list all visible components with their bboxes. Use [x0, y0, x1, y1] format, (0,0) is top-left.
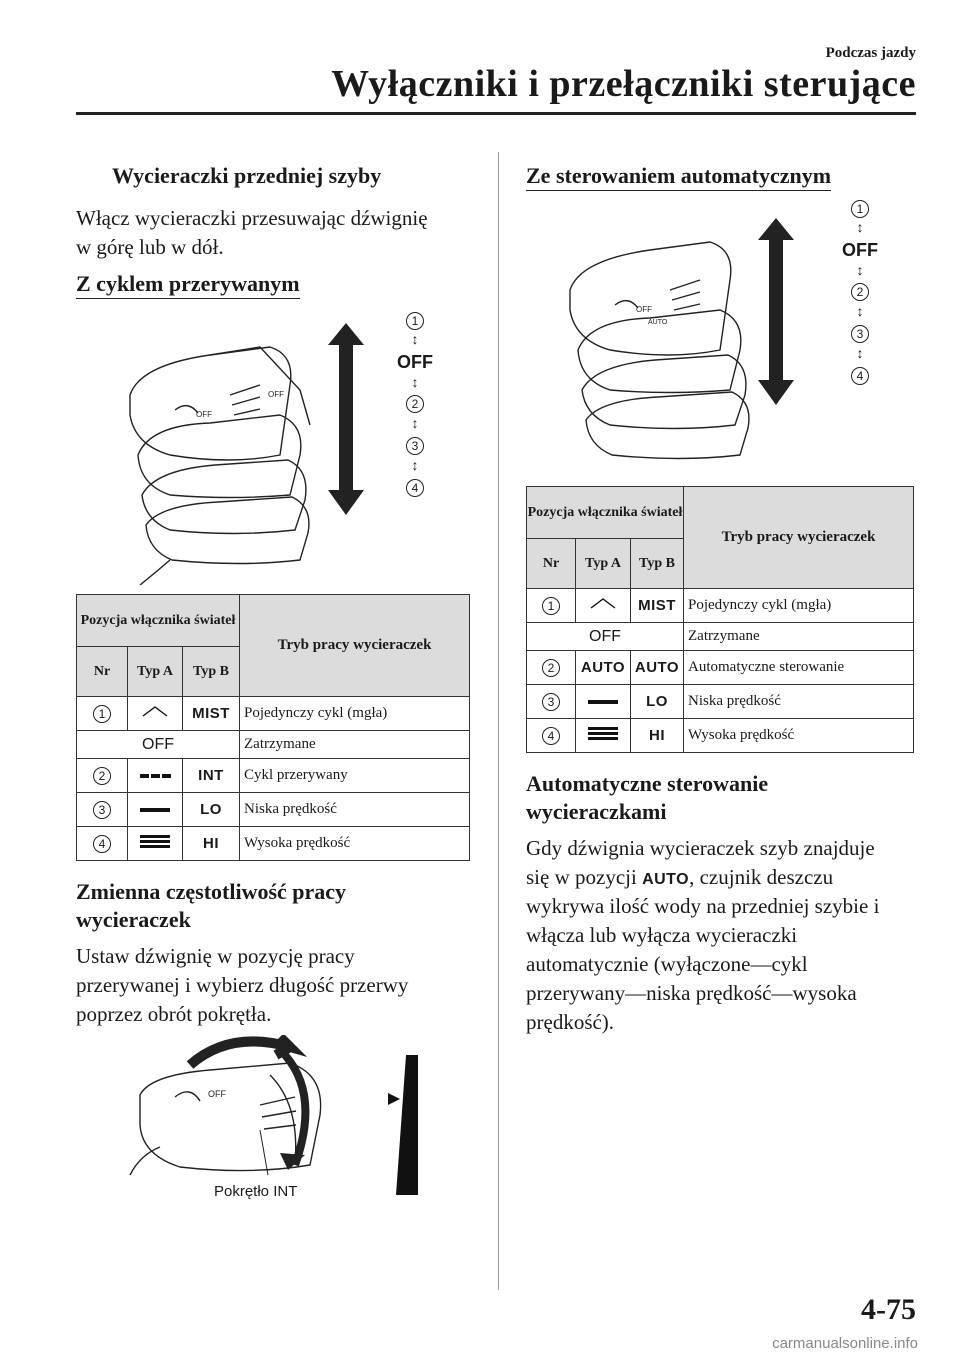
intermittent-table	[76, 594, 470, 861]
pos-4-marker: 4	[851, 367, 869, 385]
svg-text:OFF: OFF	[196, 410, 212, 419]
svg-text:AUTO: AUTO	[648, 319, 668, 326]
auto-text-2: się w pozycji AUTO, czujnik deszczu	[526, 865, 834, 889]
pos-1-marker: 1	[851, 200, 869, 218]
freq-text-3: poprzez obrót pokrętła.	[76, 1002, 272, 1026]
freq-heading-1: Zmienna częstotliwość pracy	[76, 879, 347, 904]
int-knob-label: Pokrętło INT	[214, 1183, 298, 1200]
pos-2-marker: 2	[851, 283, 869, 301]
table-row: 2 AUTO AUTO Automatyczne sterowanie	[527, 651, 914, 685]
left-diagram-labels	[395, 312, 435, 497]
header-position: Pozycja włącznika świateł	[527, 487, 684, 539]
intro-line-2: w górę lub w dół.	[76, 235, 224, 259]
int-knob-illustration	[120, 1035, 450, 1195]
wiper-heading: Wycieraczki przedniej szyby	[112, 163, 382, 188]
header-type-b: Typ B	[183, 647, 240, 697]
auto-text-7: prędkość).	[526, 1010, 615, 1034]
arrow-updown-icon: ↕	[411, 376, 419, 391]
auto-heading-2: wycieraczkami	[526, 799, 667, 824]
freq-heading-2: wycieraczek	[76, 907, 191, 932]
table-row: 3 LO Niska prędkość	[527, 685, 914, 719]
table-row: 2 INT Cykl przerywany	[77, 759, 470, 793]
table-row: OFF Zatrzymane	[77, 731, 470, 759]
arrow-updown-icon: ↕	[856, 264, 864, 279]
page-title: Wyłączniki i przełączniki sterujące	[331, 63, 916, 105]
high-speed-icon	[588, 725, 618, 742]
svg-text:OFF: OFF	[268, 390, 284, 399]
svg-text:OFF: OFF	[636, 305, 652, 314]
auto-text-5: automatycznie (wyłączone―cykl	[526, 952, 808, 976]
pos-2-marker: 2	[406, 395, 424, 413]
header-nr: Nr	[77, 647, 128, 697]
auto-text-1: Gdy dźwignia wycieraczek szyb znajduje	[526, 836, 875, 860]
section-label: Podczas jazdy	[825, 45, 916, 61]
pos-1-marker: 1	[406, 312, 424, 330]
freq-text-2: przerywanej i wybierz długość przerwy	[76, 973, 409, 997]
intro-line-1: Włącz wycieraczki przesuwając dźwignię	[76, 206, 428, 230]
high-speed-icon	[140, 833, 170, 850]
table-row: 1 MIST Pojedynczy cykl (mgła)	[77, 697, 470, 731]
arrow-updown-icon: ↕	[856, 305, 864, 320]
table-row: OFF Zatrzymane	[527, 623, 914, 651]
table-row: 4 HI Wysoka prędkość	[527, 719, 914, 753]
freq-text-1: Ustaw dźwignię w pozycję pracy	[76, 944, 355, 968]
pos-3-marker: 3	[851, 325, 869, 343]
auto-wiper-lever-illustration	[560, 200, 820, 470]
right-diagram-labels	[840, 200, 880, 385]
low-speed-icon	[140, 808, 170, 812]
int-dash-icon	[128, 759, 183, 793]
low-speed-icon	[588, 700, 618, 704]
header-nr: Nr	[527, 539, 576, 589]
header-position: Pozycja włącznika świateł	[77, 595, 240, 647]
header-rule	[76, 112, 916, 115]
intermittent-subhead: Z cyklem przerywanym	[76, 271, 300, 299]
svg-text:OFF: OFF	[208, 1089, 226, 1099]
mist-wiper-icon	[140, 704, 170, 718]
mist-wiper-icon	[588, 596, 618, 610]
arrow-updown-icon: ↕	[856, 347, 864, 362]
auto-subhead: Ze sterowaniem automatycznym	[526, 163, 831, 191]
table-row: 3 LO Niska prędkość	[77, 793, 470, 827]
header-type-a: Typ A	[576, 539, 631, 589]
footer-watermark: carmanualsonline.info	[772, 1335, 918, 1352]
header-mode: Tryb pracy wycieraczek	[684, 487, 914, 589]
pos-4-marker: 4	[406, 479, 424, 497]
auto-position-icon: AUTO	[642, 871, 690, 888]
pos-3-marker: 3	[406, 437, 424, 455]
auto-text-6: przerywany―niska prędkość―wysoka	[526, 981, 857, 1005]
arrow-updown-icon: ↕	[411, 333, 419, 348]
arrow-updown-icon: ↕	[411, 459, 419, 474]
auto-heading-1: Automatyczne sterowanie	[526, 771, 769, 796]
auto-text-3: wykrywa ilość wody na przedniej szybie i	[526, 894, 880, 918]
column-divider	[498, 152, 499, 1290]
arrow-updown-icon: ↕	[411, 417, 419, 432]
header-mode: Tryb pracy wycieraczek	[240, 595, 470, 697]
page-number: 4-75	[861, 1293, 916, 1326]
table-row: 1 MIST Pojedynczy cykl (mgła)	[527, 589, 914, 623]
header-type-a: Typ A	[128, 647, 183, 697]
auto-text-4: włącza lub wyłącza wycieraczki	[526, 923, 798, 947]
table-row: 4 HI Wysoka prędkość	[77, 827, 470, 861]
arrow-updown-icon: ↕	[856, 221, 864, 236]
off-label: OFF	[842, 240, 878, 260]
off-label: OFF	[397, 352, 433, 372]
auto-table	[526, 486, 914, 753]
header-type-b: Typ B	[631, 539, 684, 589]
